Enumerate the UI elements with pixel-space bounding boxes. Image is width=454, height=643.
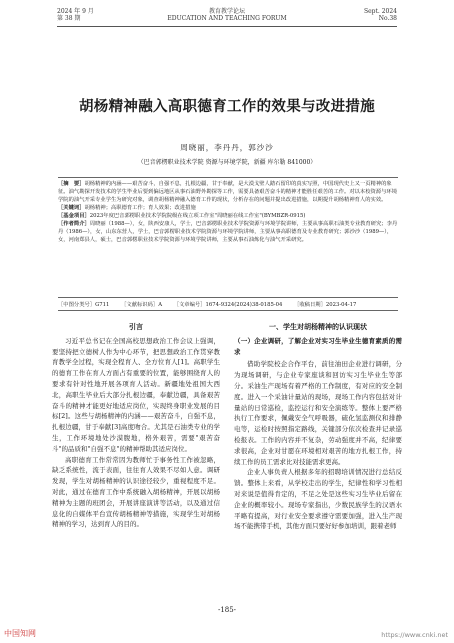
issue-number-en: No.38 bbox=[378, 15, 397, 22]
section1-paragraph-2: 企业人事负责人根据多年的招聘培训情况进行总结反馈。整体上来看，从学校走出的学生，纪律性和学习性相对来说是值得肯定的，不足之处是这些实习生毕业后留在企业的概率较小。现场专家指出，少数民族学生的汉语水平略有提高，对行业安全要求遵守需要加强，进入生产现场不能携带手机，其他方面只要好好参加培训，跟着老师 bbox=[234, 468, 402, 531]
section-heading-intro: 引言 bbox=[129, 322, 143, 331]
header-rule bbox=[57, 26, 397, 27]
abstract-block bbox=[58, 180, 398, 244]
cnki-watermark: 中国知网 bbox=[4, 629, 36, 638]
abstract-top-rule bbox=[58, 177, 398, 178]
abstract-bottom-rule bbox=[58, 297, 398, 298]
keywords-text: 胡杨精神；高职德育工作；育人效果；改进措施 bbox=[84, 205, 196, 211]
issue-number: 第 38 期 bbox=[57, 15, 81, 22]
issue-date: 2024 年 9 月 bbox=[57, 8, 94, 15]
body-right-column bbox=[234, 322, 402, 532]
issue-date-en: Sept. 2024 bbox=[364, 8, 397, 15]
subsection-heading-1: （一）企业调研，了解企业对实习生毕业生德育素质的需求 bbox=[234, 336, 402, 356]
page-number: -185- bbox=[217, 606, 237, 614]
section1-paragraph-1: 借助学院校企合作平台，前往油田企业进行调研，分为现场调研，与企业专家座谈和回访实习生毕业生等部分。采油生产现场有着严格的工作制度，有对应的安全制度。进入一个采油计量站的现场，现场工作内容包括对计量站的日常巡检，监控运行和安全演练等。整体上要严格执行工作要求，佩戴安全气呼吸器，硫化氢监测仪和排静电等，运检时按照指定路线，关键部分依次检查并记录巡检报表。工作的内容并不复杂，劳动强度并不高，纪律要求很高，企业对甘愿在环境相对艰苦的地方扎根工作，持续工作的员工需求比对技能需求更高。 bbox=[234, 360, 402, 466]
paper-title: 胡杨精神融入高职德育工作的效果与改进措施 bbox=[79, 98, 375, 115]
abstract-label: ［摘 要］ bbox=[58, 181, 85, 187]
fund-text: 2023年度巴音郭楞职业技术学院院级在线立项工作室"周晓丽在线工作室"(BYMBZR-0915) bbox=[89, 213, 306, 219]
bio-text: 周晓丽（1988—），女，陕西安康人，学士，巴音郭楞职业技术学院资源与环境学院讲师，主要从事高职石油类专业教育研究；李丹丹（1986—），女，山东东营人，学士，巴音郭楞职业技术学院资源与环境学院讲师，主要从事高职德育及专业教育研究；郭沙沙（1989—），女，河南郑县人，硕士，巴音郭楞职业技术学院资源与环境学院讲师，主要从事石油炼化与油气开采研究。 bbox=[58, 221, 398, 243]
journal-name-cn: 教育教学论坛 bbox=[208, 8, 245, 15]
keywords-label: ［关键词］ bbox=[58, 205, 85, 211]
article-number: ［文章编号］1674-9324(2024)38-0185-04 bbox=[173, 302, 283, 308]
cnki-watermark-url: https://www.cnki.net bbox=[381, 631, 448, 639]
section-heading-1: 一、学生对胡杨精神的认识现状 bbox=[269, 322, 367, 331]
intro-paragraph-2: 高职德育工作常常因为教师忙于事务性工作被忽略，缺乏系统性，流于表面，往往育人效果不尽如人意。调研发现，学生对胡杨精神的认识途径较少，重视程度不足。对此，通过在德育工作中系统融入胡杨精神，开展以胡杨精神为主题的班团会，开展讲座演讲等活动，以及通过信息化的自媒体平台宣传胡杨精神等措施，实现学生对胡杨精神的学习，达到育人的目的。 bbox=[52, 455, 220, 529]
intro-paragraph-1: 习近平总书记在全国高校思想政治工作会议上强调，要坚持把立德树人作为中心环节，把思想政治工作贯穿教育教学全过程，实现全程育人、全方位育人[1]。高职学生的德育工作在育人方面占有重要的位置，能够围绕育人的要求有针对性地开展各项育人活动。新疆地处祖国大西北，高职生毕业后大部分扎根边疆，奉献边疆，具备艰苦奋斗的精神才能更好地适应岗位，实现终身职业发展的目标[2]。这些与胡杨精神的内涵——艰苦奋斗，自强不息，扎根边疆，甘于奉献[3]高度吻合。尤其是石油类专业的学生，工作环境地处沙漠腹地，格外艰苦，需要"艰苦奋斗"的品质和"自强不息"的精神帮助其适应岗位。 bbox=[52, 336, 220, 453]
document-code: ［文献标识码］A bbox=[121, 302, 163, 308]
article-meta bbox=[58, 300, 398, 308]
author-bio bbox=[58, 220, 398, 244]
received-date: ［收稿日期］2023-04-17 bbox=[294, 302, 357, 308]
paper-authors: 周晓丽，李丹丹，郭沙沙 bbox=[180, 143, 274, 152]
paper-affiliation: （巴音郭楞职业技术学院 资源与环境学院，新疆 库尔勒 841000） bbox=[137, 159, 317, 166]
body-left-column bbox=[52, 322, 220, 530]
bio-label: ［作者简介］ bbox=[58, 221, 90, 227]
fund bbox=[58, 212, 398, 220]
fund-label: ［基金项目］ bbox=[58, 213, 90, 219]
header-right bbox=[364, 8, 397, 22]
journal-header bbox=[0, 0, 454, 30]
meta-bottom-rule bbox=[58, 310, 398, 311]
journal-name-en: EDUCATION AND TEACHING FORUM bbox=[167, 15, 287, 22]
abstract-text: 胡杨精神的内涵——艰苦奋斗，自强不息，扎根边疆，甘于奉献，是大漠戈壁人踏石留印的真实写照，中国现代史上又一页精神的象征。油气勘探开发技术的学生毕业后要到偏远地区从事石油野外勘探等工作，需要具备艰苦奋斗的精神才能胜任艰苦的工作。对以本校资源与环境学院的油气开采专业学生为研究对象，调查胡杨精神融入德育工作的现状，分析存在的问题并提出改进措施，以期提升胡杨精神育人的实效。 bbox=[58, 181, 398, 203]
abstract bbox=[58, 180, 398, 204]
clc-number: ［中图分类号］G711 bbox=[58, 302, 110, 308]
keywords bbox=[58, 204, 398, 212]
